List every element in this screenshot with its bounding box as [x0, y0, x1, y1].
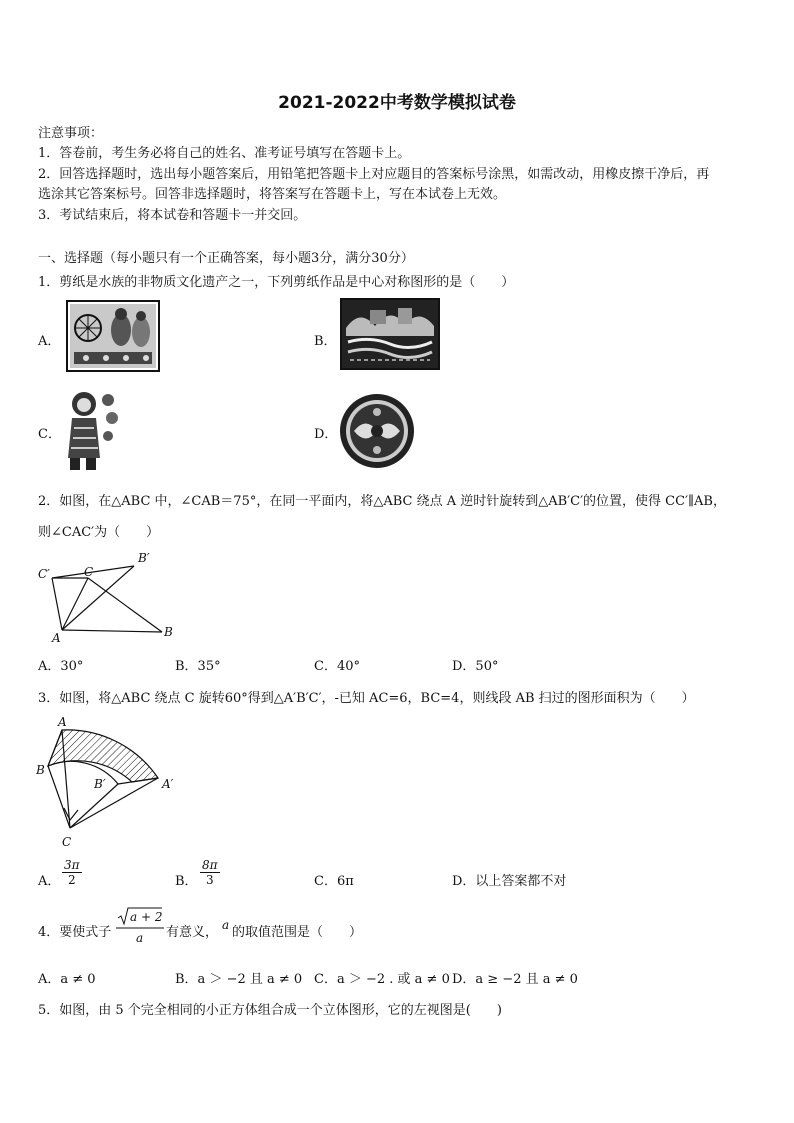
q3-figure: [34, 712, 184, 850]
q2-option-c: C．40°: [314, 659, 360, 674]
q3-label-b: B: [36, 763, 45, 777]
notice-item-1: 1．答卷前，考生务必将自己的姓名、准考证号填写在答题卡上。: [38, 146, 411, 161]
q3-label-c: C: [62, 835, 72, 849]
question-2-text-cont: 则∠CAC′为（ ）: [38, 525, 160, 540]
q2-option-b: B．35°: [175, 659, 221, 674]
q3-option-a-label: A．: [38, 874, 61, 889]
q2-label-c: C: [84, 565, 94, 579]
q1-option-a-image: [66, 300, 160, 372]
q3-label-b-prime: B′: [94, 777, 106, 791]
q3-option-b-fraction: [200, 858, 220, 887]
q1-option-b-image: [340, 298, 440, 370]
notice-item-2: 2．回答选择题时，选出每小题答案后，用铅笔把答题卡上对应题目的答案标号涂黑，如需改动，用橡皮擦干净后，再: [38, 167, 710, 182]
q3-option-a-fraction: [62, 858, 82, 887]
q3-option-b-label: B．: [175, 874, 198, 889]
q4-option-b: B．a ＞ −2 且 a ≠ 0: [175, 972, 303, 987]
q4-option-a: A．a ≠ 0: [38, 972, 96, 987]
q1-option-c-label: C．: [38, 427, 61, 442]
question-4-suffix: 有意义，: [166, 925, 219, 940]
q2-label-b: B: [164, 625, 173, 639]
exam-title: 2021-2022中考数学模拟试卷: [278, 93, 516, 113]
q3-option-a-numerator: 3π: [64, 858, 80, 872]
question-5-text: 5．如图，由 5 个完全相同的小正方体组合成一个立体图形，它的左视图是( ): [38, 1003, 502, 1018]
q3-option-c: C．6π: [314, 874, 354, 889]
q1-option-a-label: A．: [38, 334, 61, 349]
notice-item-3: 3．考试结束后，将本试卷和答题卡一并交回。: [38, 208, 307, 223]
q1-option-c-image: [64, 388, 122, 472]
notice-heading: 注意事项：: [38, 126, 104, 141]
q1-option-b-label: B．: [314, 334, 337, 349]
q2-label-b-prime: B′: [138, 551, 150, 565]
q2-option-d: D．50°: [452, 659, 499, 674]
q3-option-a-denominator: 2: [67, 873, 76, 887]
q3-label-a-prime: A′: [162, 777, 174, 791]
q4-option-c: C．a ＞ −2 . 或 a ≠ 0: [314, 972, 450, 987]
q4-option-d: D．a ≥ −2 且 a ≠ 0: [452, 972, 578, 987]
q3-option-d: D．以上答案都不对: [452, 874, 567, 889]
q1-option-d-label: D．: [314, 427, 338, 442]
section-heading: 一、选择题（每小题只有一个正确答案，每小题3分，满分30分）: [38, 251, 414, 266]
question-1-text: 1．剪纸是水族的非物质文化遗产之一，下列剪纸作品是中心对称图形的是（ ）: [38, 275, 515, 290]
question-4-prefix: 4．要使式子: [38, 925, 112, 940]
q4-denominator: a: [136, 931, 144, 945]
q4-radicand: a + 2: [130, 910, 163, 924]
notice-item-2-cont: 选涂其它答案标号。回答非选择题时，将答案写在答题卡上，写在本试卷上无效。: [38, 187, 507, 202]
q2-option-a: A．30°: [38, 659, 84, 674]
q2-label-a: A: [52, 631, 61, 644]
q3-label-a: A: [58, 715, 67, 729]
q4-expression: [114, 906, 166, 946]
question-3-text: 3．如图，将△ABC 绕点 C 旋转60°得到△A′B′C′，-已知 AC=6，BC=4，则线段 AB 扫过的图形面积为（ ）: [38, 691, 695, 706]
q3-option-b-denominator: 3: [205, 873, 214, 887]
q3-option-b-numerator: 8π: [202, 858, 218, 872]
q2-label-c-prime: C′: [38, 567, 50, 581]
q1-option-d-image: [338, 392, 416, 470]
question-4-suffix2: 的取值范围是（ ）: [232, 925, 363, 940]
q2-figure: [36, 548, 186, 644]
q4-variable: a: [222, 918, 230, 932]
question-2-text: 2．如图，在△ABC 中，∠CAB＝75°，在同一平面内，将△ABC 绕点 A 逆时针旋转到△AB′C′的位置，使得 CC′∥AB，: [38, 494, 726, 509]
